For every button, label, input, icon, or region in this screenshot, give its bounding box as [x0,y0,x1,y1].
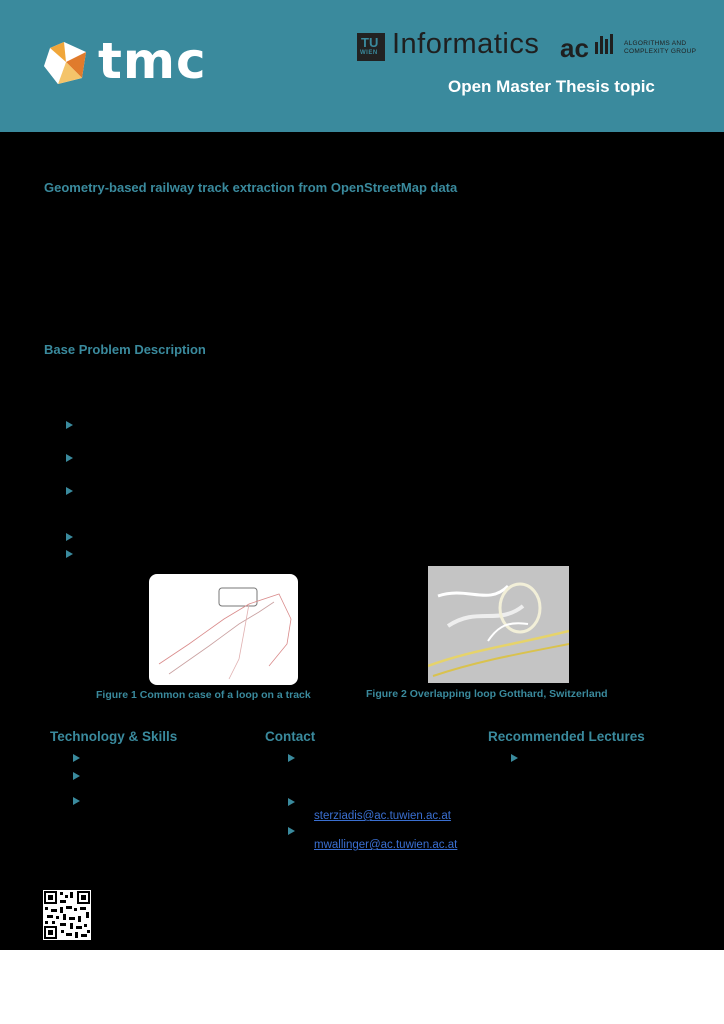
triangle-bullet-icon [66,550,73,558]
tmc-logo-icon [42,40,90,86]
triangle-bullet-icon [73,797,80,805]
figure-1-caption: Figure 1 Common case of a loop on a track [96,689,311,701]
track-loop-drawing [149,574,298,685]
triangle-bullet-icon [73,772,80,780]
triangle-bullet-icon [66,487,73,495]
qr-code[interactable] [43,890,91,940]
group-logo: ac [560,33,589,63]
section-contact: Contact [265,729,316,744]
department-name: Informatics [392,28,540,60]
section-technology: Technology & Skills [50,729,178,744]
triangle-bullet-icon [288,827,295,835]
qr-code-icon [43,890,91,940]
gotthard-map-drawing [428,566,569,683]
contact-email-link[interactable]: sterziadis@ac.tuwien.ac.at [314,810,451,822]
group-name: ALGORITHMS AND COMPLEXITY GROUP [624,40,697,55]
triangle-bullet-icon [288,754,295,762]
figure-2-image [428,566,569,683]
triangle-bullet-icon [66,421,73,429]
section-base-problem: Base Problem Description [44,342,206,357]
thesis-title: Geometry-based railway track extraction from OpenStreetMap data [44,180,458,195]
figure-1-image [149,574,298,685]
triangle-bullet-icon [66,533,73,541]
banner-title: Open Master Thesis topic [448,77,655,96]
tu-wien-logo: TU WIEN [357,33,385,61]
poster-body [0,132,724,950]
header-banner [0,0,724,132]
triangle-bullet-icon [511,754,518,762]
triangle-bullet-icon [66,454,73,462]
tmc-logo-text: tmc [98,32,207,90]
contact-email-link[interactable]: mwallinger@ac.tuwien.ac.at [314,839,458,851]
section-lectures: Recommended Lectures [488,729,645,744]
triangle-bullet-icon [288,798,295,806]
triangle-bullet-icon [73,754,80,762]
figure-2-caption: Figure 2 Overlapping loop Gotthard, Switzerland [366,688,608,700]
group-logo-bars-icon [594,34,616,54]
tmc-logo [42,32,217,96]
